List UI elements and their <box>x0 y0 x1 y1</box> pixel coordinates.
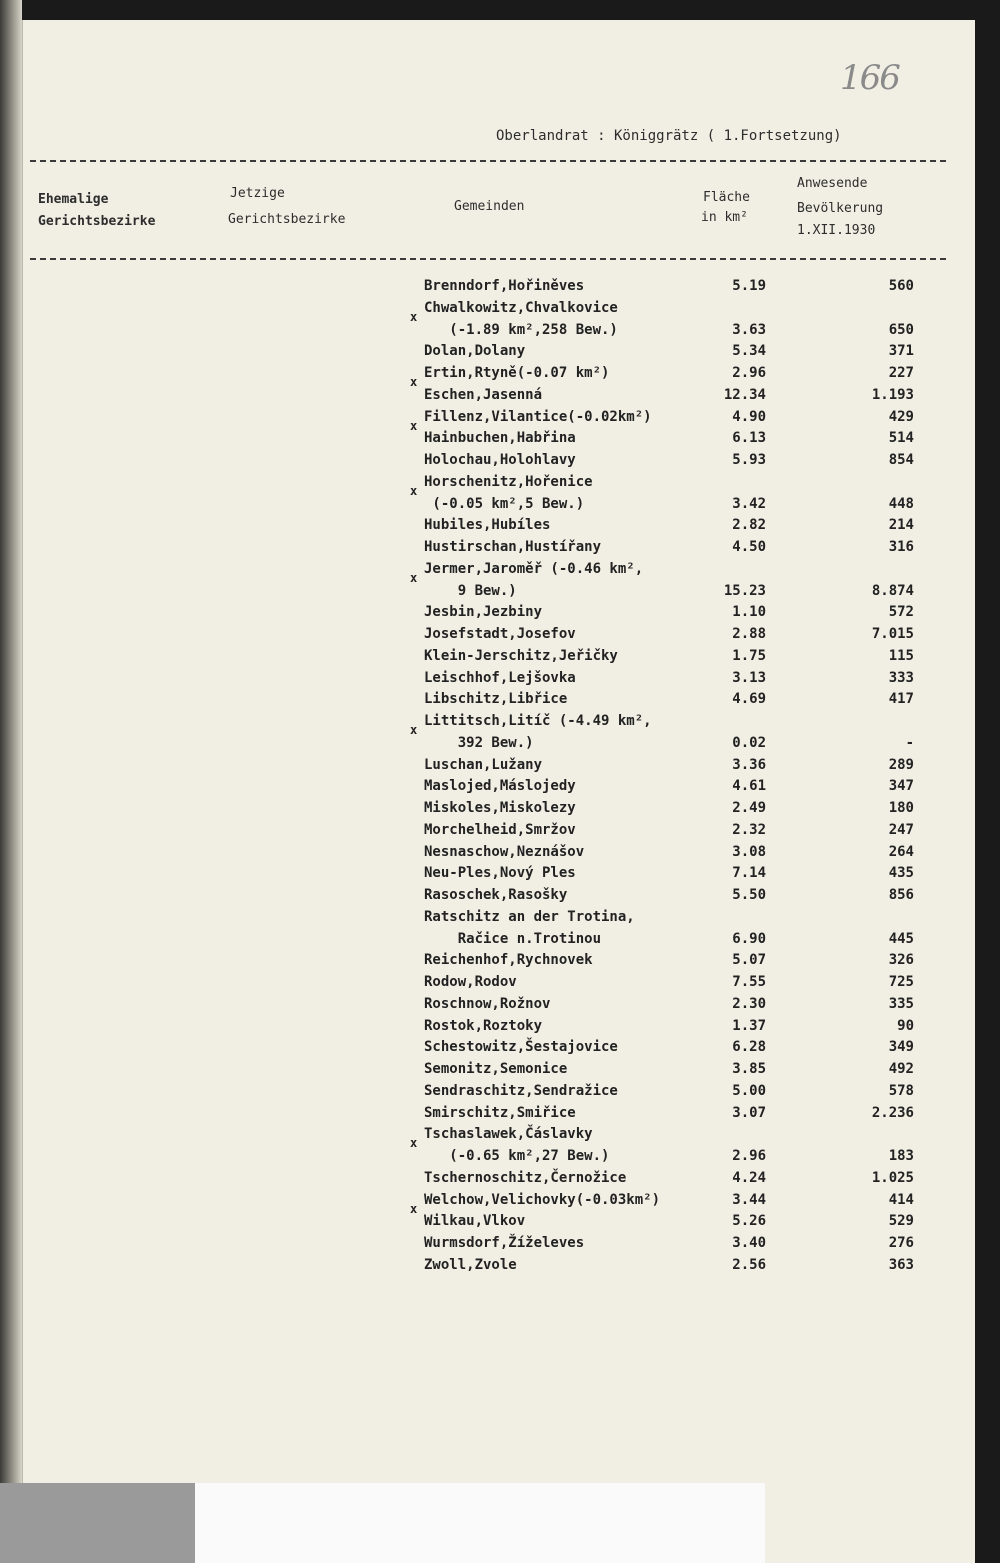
area-value: 3.85 <box>732 1061 766 1077</box>
area-value: 4.90 <box>732 408 766 425</box>
community-name: Semonitz,Semonice <box>424 1061 568 1077</box>
community-name: Klein-Jerschitz,Jeřičky <box>424 647 618 664</box>
population-value: 264 <box>888 843 914 860</box>
area-value: 4.50 <box>732 539 766 555</box>
population-value: 183 <box>888 1148 914 1164</box>
population-value: 514 <box>888 430 914 447</box>
population-value: 276 <box>888 1235 914 1251</box>
community-name: Miskoles,Miskolezy <box>424 800 576 816</box>
area-value: 5.93 <box>732 452 766 468</box>
community-name: Maslojed,Máslojedy <box>424 778 576 795</box>
area-value: 5.07 <box>732 952 766 969</box>
community-name: Dolan,Dolany <box>424 343 526 360</box>
population-value: 572 <box>888 604 914 621</box>
community-name: (-0.65 km²,27 Bew.) <box>424 1148 610 1164</box>
community-name: Hainbuchen,Habřina <box>424 430 576 447</box>
row-mark: x <box>410 570 418 585</box>
area-value: 4.24 <box>732 1169 766 1186</box>
scan-white-strip <box>195 1483 765 1563</box>
area-value: 1.37 <box>732 1017 766 1034</box>
community-name: Horschenitz,Hořenice <box>424 473 593 490</box>
area-value: 6.90 <box>732 930 766 947</box>
community-name: (-1.89 km²,258 Bew.) <box>424 321 618 338</box>
col-communities: Gemeinden <box>454 199 525 214</box>
population-value: 414 <box>888 1191 914 1208</box>
area-value: 2.49 <box>732 800 766 816</box>
area-value: 2.88 <box>732 626 766 642</box>
scan-left-edge <box>0 0 22 1563</box>
population-value: 371 <box>888 343 914 360</box>
population-value: 725 <box>888 974 914 990</box>
page-number: 166 <box>840 58 899 98</box>
community-name: Rostok,Roztoky <box>424 1017 543 1034</box>
population-value: 448 <box>888 495 914 512</box>
area-value: 2.30 <box>732 995 766 1012</box>
area-value: 0.02 <box>732 734 766 751</box>
row-mark: x <box>410 483 418 498</box>
community-name: Tschernoschitz,Černožice <box>424 1169 627 1186</box>
population-value: 90 <box>897 1017 914 1034</box>
population-value: 417 <box>888 691 914 708</box>
community-name: Zwoll,Zvole <box>424 1256 517 1273</box>
population-value: 8.874 <box>871 582 914 599</box>
page-header: Oberlandrat : Königgrätz ( 1.Fortsetzung) <box>496 128 842 144</box>
community-name: Brenndorf,Hořiněves <box>424 278 585 294</box>
col-current-line2: Gerichtsbezirke <box>228 212 346 227</box>
area-value: 7.55 <box>732 974 766 990</box>
population-value: 529 <box>888 1213 914 1230</box>
area-value: 2.96 <box>732 365 766 381</box>
population-value: 333 <box>888 669 914 686</box>
population-value: 347 <box>888 778 914 795</box>
area-value: 6.13 <box>732 430 766 447</box>
population-value: 854 <box>888 452 914 468</box>
area-value: 3.40 <box>732 1235 766 1251</box>
population-value: 115 <box>888 647 914 664</box>
community-name: Smirschitz,Smiřice <box>424 1104 576 1121</box>
population-value: 429 <box>888 408 914 425</box>
community-name: Hubiles,Hubíles <box>424 517 551 534</box>
area-value: 5.19 <box>732 278 766 294</box>
area-value: 2.56 <box>732 1256 766 1273</box>
area-value: 6.28 <box>732 1039 766 1056</box>
population-value: 445 <box>888 930 914 947</box>
community-name: Rasoschek,Rasošky <box>424 887 568 903</box>
population-value: 180 <box>888 800 914 816</box>
population-value: 435 <box>888 865 914 882</box>
community-name: Schestowitz,Šestajovice <box>424 1039 618 1056</box>
col-area-line1: Fläche <box>703 190 750 205</box>
area-value: 3.63 <box>732 321 766 338</box>
area-value: 1.75 <box>732 647 766 664</box>
community-name: Nesnaschow,Neznášov <box>424 843 585 860</box>
area-value: 2.96 <box>732 1148 766 1164</box>
community-name: Rodow,Rodov <box>424 974 517 990</box>
population-value: 7.015 <box>871 626 914 642</box>
col-former-line2: Gerichtsbezirke <box>38 214 156 229</box>
area-value: 3.08 <box>732 843 766 860</box>
header-rule-bottom <box>30 258 946 260</box>
population-value: 1.025 <box>871 1169 914 1186</box>
community-name: Josefstadt,Josefov <box>424 626 576 642</box>
community-name: Ertin,Rtyně(-0.07 km²) <box>424 365 610 381</box>
population-value: 335 <box>888 995 914 1012</box>
population-value: 349 <box>888 1039 914 1056</box>
area-value: 15.23 <box>723 582 766 599</box>
population-value: 650 <box>888 321 914 338</box>
col-former-line1: Ehemalige <box>38 192 109 207</box>
area-value: 5.00 <box>732 1082 766 1099</box>
area-value: 1.10 <box>732 604 766 621</box>
col-pop-line1: Anwesende <box>797 176 868 191</box>
community-name: Chwalkowitz,Chvalkovice <box>424 299 618 316</box>
community-name: Ratschitz an der Trotina, <box>424 908 635 925</box>
community-name: 392 Bew.) <box>424 734 534 751</box>
population-value: 363 <box>888 1256 914 1273</box>
row-mark: x <box>410 418 418 433</box>
population-value: 856 <box>888 887 914 903</box>
population-value: 289 <box>888 756 914 773</box>
area-value: 2.32 <box>732 821 766 838</box>
col-pop-line3: 1.XII.1930 <box>797 223 876 238</box>
population-value: 2.236 <box>871 1104 914 1121</box>
population-value: - <box>905 734 914 751</box>
area-value: 3.36 <box>732 756 766 773</box>
community-name: (-0.05 km²,5 Bew.) <box>424 495 585 512</box>
row-mark: x <box>410 1136 418 1151</box>
population-value: 214 <box>888 517 914 534</box>
community-name: Leischhof,Lejšovka <box>424 669 576 686</box>
area-value: 3.13 <box>732 669 766 686</box>
community-name: Holochau,Holohlavy <box>424 452 576 468</box>
population-value: 247 <box>888 821 914 838</box>
community-name: Sendraschitz,Sendražice <box>424 1082 618 1099</box>
row-mark: x <box>410 1201 418 1216</box>
area-value: 4.61 <box>732 778 766 795</box>
area-value: 7.14 <box>732 865 766 882</box>
area-value: 12.34 <box>723 386 766 403</box>
community-name: Fillenz,Vilantice(-0.02km²) <box>424 408 652 425</box>
population-value: 326 <box>888 952 914 969</box>
area-value: 2.82 <box>732 517 766 534</box>
community-name: Littitsch,Litíč (-4.49 km², <box>424 713 652 729</box>
community-name: Luschan,Lužany <box>424 756 543 773</box>
area-value: 3.07 <box>732 1104 766 1121</box>
population-value: 316 <box>888 539 914 555</box>
area-value: 3.42 <box>732 495 766 512</box>
population-value: 227 <box>888 365 914 381</box>
area-value: 4.69 <box>732 691 766 708</box>
population-value: 1.193 <box>871 386 914 403</box>
community-name: Neu-Ples,Nový Ples <box>424 865 576 882</box>
community-name: Wilkau,Vlkov <box>424 1213 526 1230</box>
area-value: 3.44 <box>732 1191 766 1208</box>
community-name: Reichenhof,Rychnovek <box>424 952 593 969</box>
area-value: 5.50 <box>732 887 766 903</box>
community-name: Libschitz,Libřice <box>424 691 568 708</box>
row-mark: x <box>410 309 418 324</box>
community-name: Jesbin,Jezbiny <box>424 604 543 621</box>
col-pop-line2: Bevölkerung <box>797 201 884 216</box>
community-name: Hustirschan,Hustířany <box>424 539 602 555</box>
community-name: Morchelheid,Smržov <box>424 821 576 838</box>
population-value: 578 <box>888 1082 914 1099</box>
row-mark: x <box>410 375 418 389</box>
community-name: Jermer,Jaroměř (-0.46 km², <box>424 560 644 577</box>
community-name: Roschnow,Rožnov <box>424 995 551 1012</box>
area-value: 5.26 <box>732 1213 766 1230</box>
col-current-line1: Jetzige <box>230 186 285 201</box>
community-name: Eschen,Jasenná <box>424 386 543 403</box>
population-value: 560 <box>888 278 914 294</box>
scan-bottom-margin <box>0 1483 195 1563</box>
community-name: 9 Bew.) <box>424 582 517 599</box>
community-name: Welchow,Velichovky(-0.03km²) <box>424 1191 661 1208</box>
community-name: Wurmsdorf,Žíželeves <box>424 1235 585 1251</box>
col-area-line2: in km² <box>701 210 748 225</box>
population-value: 492 <box>888 1061 914 1077</box>
header-rule-top <box>30 160 946 162</box>
area-value: 5.34 <box>732 343 766 360</box>
community-name: Račice n.Trotinou <box>424 930 602 947</box>
row-mark: x <box>410 723 418 737</box>
community-name: Tschaslawek,Čáslavky <box>424 1126 593 1143</box>
